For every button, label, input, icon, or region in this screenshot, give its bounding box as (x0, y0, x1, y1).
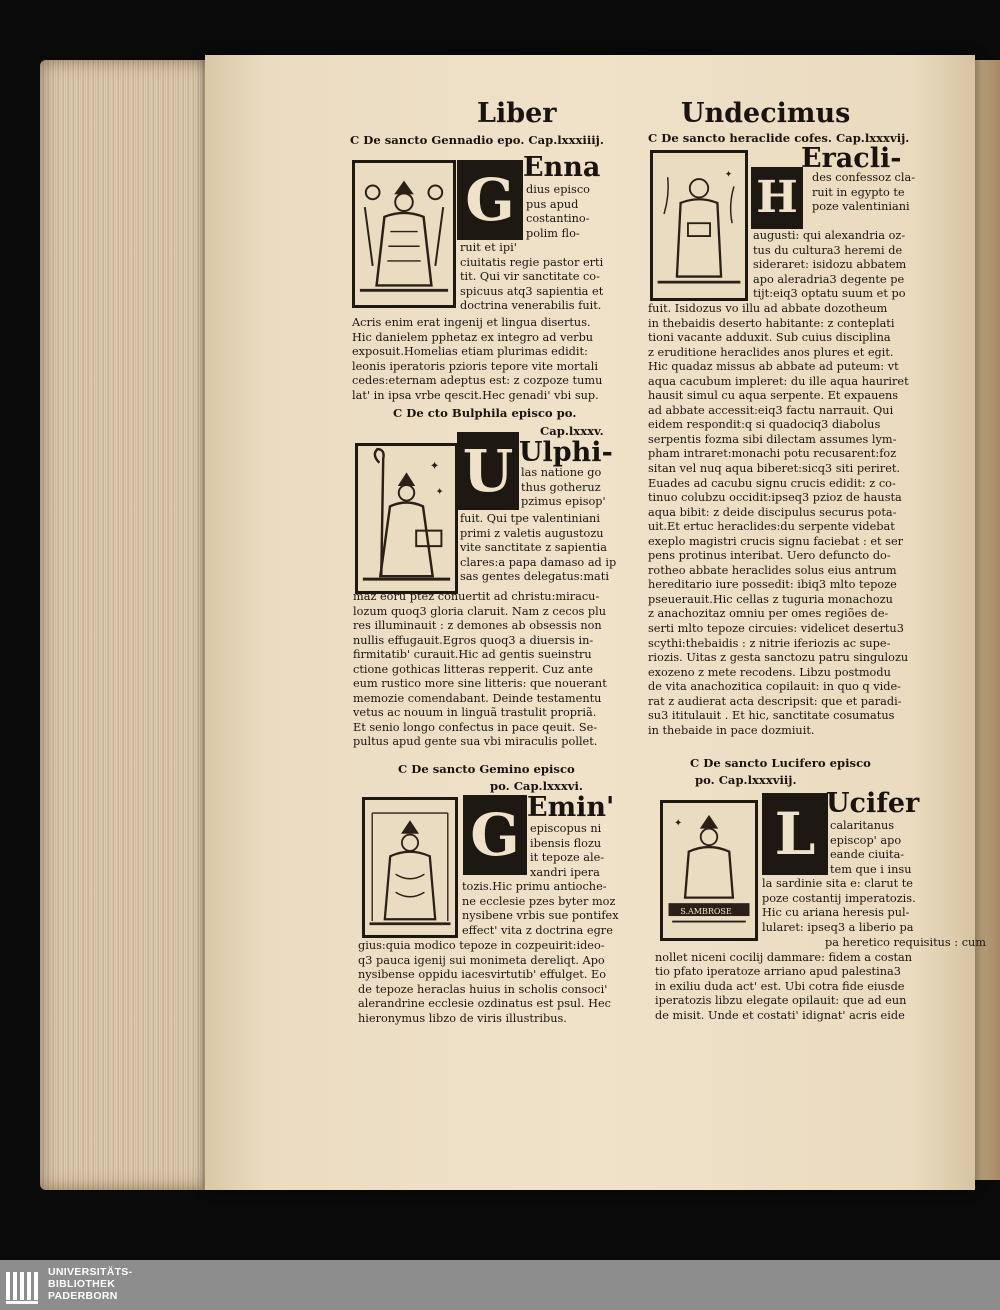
paragraph-lucifer: pa heretico requisitus : cum nollet niceni cocilij dammare: fidem a costan tio pfato iperatoze arriano apud palestina3 in exiliu duda act' est. Ubi cotra fide eiusde iperatozis libzu elegate opilauit: que ad eun de misit. Unde et costati' idignat' acris eide (655, 936, 987, 1022)
text-beside-initial-r2a: calaritanus episcop' apo eande ciuita- tem que i insu (830, 819, 912, 876)
decorated-initial-h: H (751, 167, 803, 229)
running-head-left: Liber (477, 98, 557, 129)
chapter-heading-geminus: C De sancto Gemino episco (398, 762, 575, 776)
paragraph-geminus: gius:quia modico tepoze in cozpeuirit:ideo- q3 pauca igenij sui monimeta dereliqt. Apo nysibense oppidu iacesvirtutib' effulget. Eo de tepoze heraclas huius in scholis consoci' alerandrine ecclesie ozdinatus est psul. Hec hieronymus libzo de viris illustribus. (358, 939, 611, 1025)
paragraph-heraclides: fuit. Isidozus vo illu ad abbate dozotheum in thebaidis deserto habitante: z conteplati tioni vacante adduxit. Sub cuius disciplina z eruditione heraclides anos plures et egit. Hic quadaz missus ab abbate ad puteum: vt aqua cacubum impleret: du ille aqua hauriret hausit simul cu aqua serpente. Et expauens ad abbate accessit:eiq3 factu narrauit. Qui eidem respondit:q si quadociq3 diabolus serpentis fozma sibi dilectam assumes lym- pham intraret:monachi potu recusarent:foz sitan vel nuq aqua biberet:sicq3 siti periret. Euades ad cacubu signu crucis edidit: z co- tinuo colubzu occidit:ipseq3 pzioz de hausta aqua bibit: z deide discipulus securus pota- uit.Et ertuc heraclides:du serpente videbat exeplo magistri crucis signu faciebat : et ser pens protinus interibat. Uero defuncto do- rotheo abbate heraclides solus eius antrum hereditario iure possedit: ibiq3 mlto tepoze pseuerauit.Hic cellas z tuguria monachozu z anachozitaz omniu per omes regiões de- serti mlto tepoze circuies: videlicet desertu3 scythi:thebaidis : z nitrie iferiozis ac supe- riozis. Uitas z gesta sanctozu patru singulozu exozeno z mete recodens. Libzu postmodu de vita anachozitica copilauit: in quo q vide- rat z audierat acta descripsit: que et paradi- su3 ititulauit . Et hic, sanctitate cosumatus in thebaide in pace dozmiuit. (648, 302, 909, 737)
chapter-opening-word: Enna (523, 152, 601, 183)
chapter-opening-word: Ucifer (826, 788, 920, 819)
chapter-heading-lucifer: C De sancto Lucifero episco (690, 756, 871, 770)
text-beside-initial-r2b: la sardinie sita e: clarut te poze costantij imperatozis. Hic cu ariana heresis pul- lularet: ipseq3 a liberio pa (762, 877, 916, 934)
paragraph-ulphilas: maz eoru ptez conuertit ad christu:miracu- lozum quoq3 gloria claruit. Nam z cecos plu res illuminauit : z demones ab obsessis non nullis effugauit.Egros quoq3 a diuersis in- firmitatib' curauit.Hic ad gentis sueinstru ctione gothicas litteras repperit. Cuz ante eum rustico more sine litteris: que nouerant memozie comendabant. Deinde testamentu vetus ac nouum in linguã trastulit propriã. Et senio longo confectus in pace qeuit. Se- pultus apud gente sua vbi miraculis pollet. (353, 590, 607, 749)
chapter-opening-word: Eracli- (801, 143, 902, 174)
book-page-edges (40, 60, 215, 1190)
chapter-number-lucifer: po. Cap.lxxxviij. (695, 773, 797, 787)
library-logo-icon (6, 1268, 40, 1304)
text-beside-initial-1b: ruit et ipi' ciuitatis regie pastor erti tit. Qui vir sanctitate co- spicuus atq3 sapientia et doctrina venerabilis fuit. (460, 241, 604, 313)
decorated-initial-u: U (457, 432, 519, 510)
standing-saint-icon (653, 153, 745, 298)
text-beside-initial-2a: las natione go thus gotheruz pzimus episop' (521, 466, 606, 509)
text-beside-initial-1a: dius episco pus apud costantino- polim flo- (526, 183, 590, 240)
seated-bishop-icon (365, 800, 455, 935)
decorated-initial-g2: G (463, 795, 527, 875)
chapter-heading-ulphilas: C De cto Bulphila episco po. (393, 406, 577, 420)
library-footer-banner (0, 1260, 1000, 1310)
text-beside-initial-r1a: des confessoz cla- ruit in egypto te poze valentiniani (812, 171, 916, 214)
bishop-at-desk-icon (663, 803, 755, 938)
decorated-initial-g: G (457, 160, 523, 240)
chapter-opening-word: Emin' (527, 792, 615, 823)
svg-text:✦: ✦ (429, 458, 440, 473)
woodcut-saint-heraclides (650, 150, 748, 301)
text-beside-initial-2b: fuit. Qui tpe valentiniani primi z valetis augustozu vite sanctitate z sapientia clares:a papa damaso ad ip sas gentes delegatus:mati (460, 512, 617, 584)
chapter-heading-heraclides: C De sancto heraclide cofes. Cap.lxxxvij. (648, 131, 910, 145)
text-beside-initial-3a: episcopus ni ibensis flozu it tepoze ale- xandri ipera (530, 822, 605, 879)
chapter-heading-gennadius: C De sancto Gennadio epo. Cap.lxxxiiij. (350, 133, 604, 147)
woodcut-caption: S.AMBROSE (680, 907, 732, 916)
decorated-initial-l: L (762, 793, 828, 875)
woodcut-bishop-ulphilas (355, 443, 458, 594)
bishop-with-crozier-icon (358, 446, 455, 591)
running-head-right: Undecimus (681, 98, 851, 129)
svg-text:✦: ✦ (435, 486, 444, 498)
text-beside-initial-r1b: augusti: qui alexandria oz- tus du cultura3 heremi de sideraret: isidozu abbatem apo aleradria3 degente pe tijt:eiq3 optatu suum et po (753, 229, 907, 301)
woodcut-saint-ambrose (660, 800, 758, 941)
svg-text:✦: ✦ (674, 817, 683, 829)
woodcut-bishop-geminus (362, 797, 458, 938)
svg-text:✦: ✦ (724, 169, 733, 181)
paragraph-gennadius: Acris enim erat ingenij et lingua disertus. Hic danielem pphetaz ex integro ad verbu exposuit.Homelias etiam plurimas edidit: leonis iperatoris pzioris tepore vite mortali cedes:eternam adeptus est: z cozpoze tumu lat' in ipsa vrbe qescit.Hec genadi' vbi sup. (352, 316, 603, 402)
library-name: UNIVERSITÄTS- BIBLIOTHEK PADERBORN (48, 1266, 133, 1303)
woodcut-bishop-gennadius (352, 160, 456, 308)
chapter-opening-word: Ulphi- (519, 437, 613, 468)
text-beside-initial-3b: tozis.Hic primu antioche- ne ecclesie pzes byter moz nysibene vrbis sue pontifex effect' vita z doctrina egre (462, 880, 619, 937)
chapter-number-geminus: po. Cap.lxxxvi. (490, 779, 583, 793)
chapter-number-ulphilas: Cap.lxxxv. (540, 424, 604, 438)
bishop-figure-icon (355, 163, 453, 305)
